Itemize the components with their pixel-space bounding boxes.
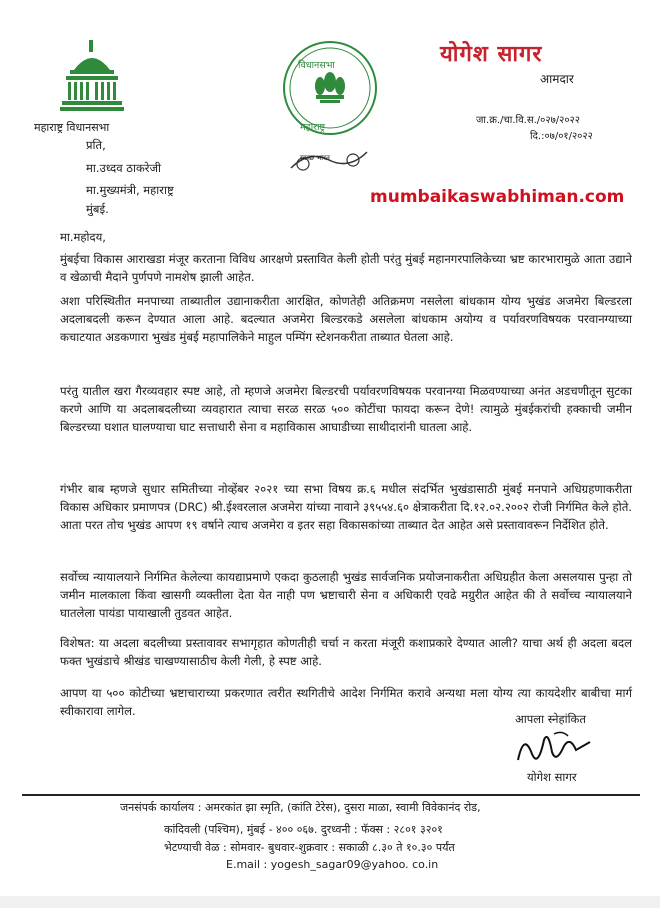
swachh-bharat-label: स्वच्छ भारत [300,154,330,162]
mla-title: आमदार [540,72,574,86]
paragraph-6: विशेषत: या अदला बदलीच्या प्रस्तावावर सभागृहात कोणतीही चर्चा न करता मंजूरी कशाप्रकारे देण्यात आली? याचा अर्थ ही अदला बदल फक्त भुखंडाचे श्रीखंड चाखण्यासाठीच केली गेली, हे स्पष्ट आहे. [60,636,632,668]
signatory-name: योगेश सागर [527,770,577,784]
address-line-1: प्रति, [86,138,106,152]
footer-address-line-2: कांदिवली (पश्चिम), मुंबई - ४०० ०६७. दुरध्वनी : फॅक्स : २८०१ ३२०१ [164,823,443,836]
salutation: मा.महोदय, [60,230,106,244]
reference-number: जा.क्र./चा.वि.स./०२७/२०२२ [476,115,580,126]
org-name: महाराष्ट्र विधानसभा [34,121,110,134]
vidhan-bhavan-logo [60,40,124,116]
paragraph-7: आपण या ५०० कोटीच्या भ्रष्टाचाराच्या प्रकरणात त्वरीत स्थगितीचे आदेश निर्गमित करावे अन्यथा मला योग्य त्या कायदेशीर बाबीचा मार्ग स्वीकारावा लागेल. [60,686,632,718]
footer-divider [22,794,640,796]
footer-email: E.mail : yogesh_sagar09@yahoo. co.in [226,858,439,871]
address-line-3: मा.मुख्यमंत्री, महाराष्ट्र [86,183,174,197]
paragraph-3: परंतु यातील खरा गैरव्यवहार स्पष्ट आहे, तो म्हणजे अजमेरा बिल्डरची पर्यावरणविषयक परवानग्या मिळवण्याच्या अनंत अडचणीतून सुटका करणे आणि या अदलाबदलीच्या व्यवहारात त्याचा सरळ सरळ ५०० कोटींचा फायदा करून देणे! त्यामुळे मुंबईकरांची हक्काची जमीन बिल्डरच्या घशात घालण्याचा घाट सत्ताधारी सेना व महाविकास आघाडीच्या साथीदारांनी घातला आहे. [60,384,632,434]
seal-text-top: विधानसभा [298,60,335,71]
page-bottom-edge [0,896,660,908]
watermark-site: mumbaikaswabhiman.com [370,187,625,207]
footer-address-line-1: जनसंपर्क कार्यालय : अमरकांत झा स्मृति, (कांति टेरेस), दुसरा माळा, स्वामी विवेकानंद रोड, [120,801,481,814]
signature-image [514,728,594,772]
footer-visiting-hours: भेटण्याची वेळ : सोमवार- बुधवार-शुक्रवार : सकाळी ८.३० ते १०.३० पर्यंत [164,841,455,854]
vidhan-sabha-seal [282,40,378,140]
closing: आपला स्नेहांकित [515,712,586,726]
mla-name: योगेश सागर [440,42,543,67]
paragraph-4: गंभीर बाब म्हणजे सुधार समितीच्या नोव्हेंबर २०२१ च्या सभा विषय क्र.६ मधील संदर्भित भुखंडासाठी मुंबई मनपाने अधिग्रहणाकरीता विकास अधिकार प्रमाणपत्र (DRC) श्री.ईश्वरलाल अजमेरा यांच्या नावाने ३९५५४.६० क्षेत्राकरीता दि.१२.०२.२००२ रोजी निर्गमित केले होते. आता परत तोच भुखंड आपण १९ वर्षाने त्याच अजमेरा व इतर सहा विकासकांच्या ताब्यात देत आहेत असे प्रस्तावावरून निर्देशित होते. [60,482,632,532]
address-line-2: मा.उध्दव ठाकरेजी [86,161,161,175]
address-line-4: मुंबई. [86,202,109,216]
paragraph-1: मुंबईचा विकास आराखडा मंजूर करताना विविध आरक्षणे प्रस्तावित केली होती परंतु मुंबई महानगरपालिकेच्या भ्रष्ट कारभारामुळे आता उद्याने व खेळाची मैदाने पुर्णपणे नामशेष झाली आहेत. [60,252,632,284]
seal-text-bottom: महाराष्ट्र [300,122,326,133]
letter-date: दि.:०७/०१/२०२२ [530,131,593,142]
paragraph-5: सर्वोच्च न्यायालयाने निर्गमित केलेल्या कायद्याप्रमाणे एकदा कुठलाही भुखंड सार्वजनिक प्रयोजनाकरीता अधिग्रहीत केला असलयास पुन्हा तो जमीन मालकाला किंवा खासगी व्यक्तीला देता येत नाही पण भ्रष्टाचारी सेना व अधिकारी एवढे मग्रुरीत आहेत की ते सर्वोच्च न्यायालयाने घातलेला पायंडा पायाखाली तुडवत आहेत. [60,570,632,620]
paragraph-2: अशा परिस्थितीत मनपाच्या ताब्यातील उद्यानाकरीता आरक्षित, कोणतेही अतिक्रमण नसलेला बांधकाम योग्य भुखंड अजमेरा बिल्डरला अदलाबदली करून देण्यात आला आहे. बदल्यात अजमेरा बिल्डरकडे असलेला बांधकाम अयोग्य व पर्यावरणविषयक परवानग्याच्या कचाटयात अडकणारा भुखंड मुंबई महापालिकेने माहुल पम्पिंग स्टेशनकरीता ताब्यात घेतला आहे. [60,294,632,344]
